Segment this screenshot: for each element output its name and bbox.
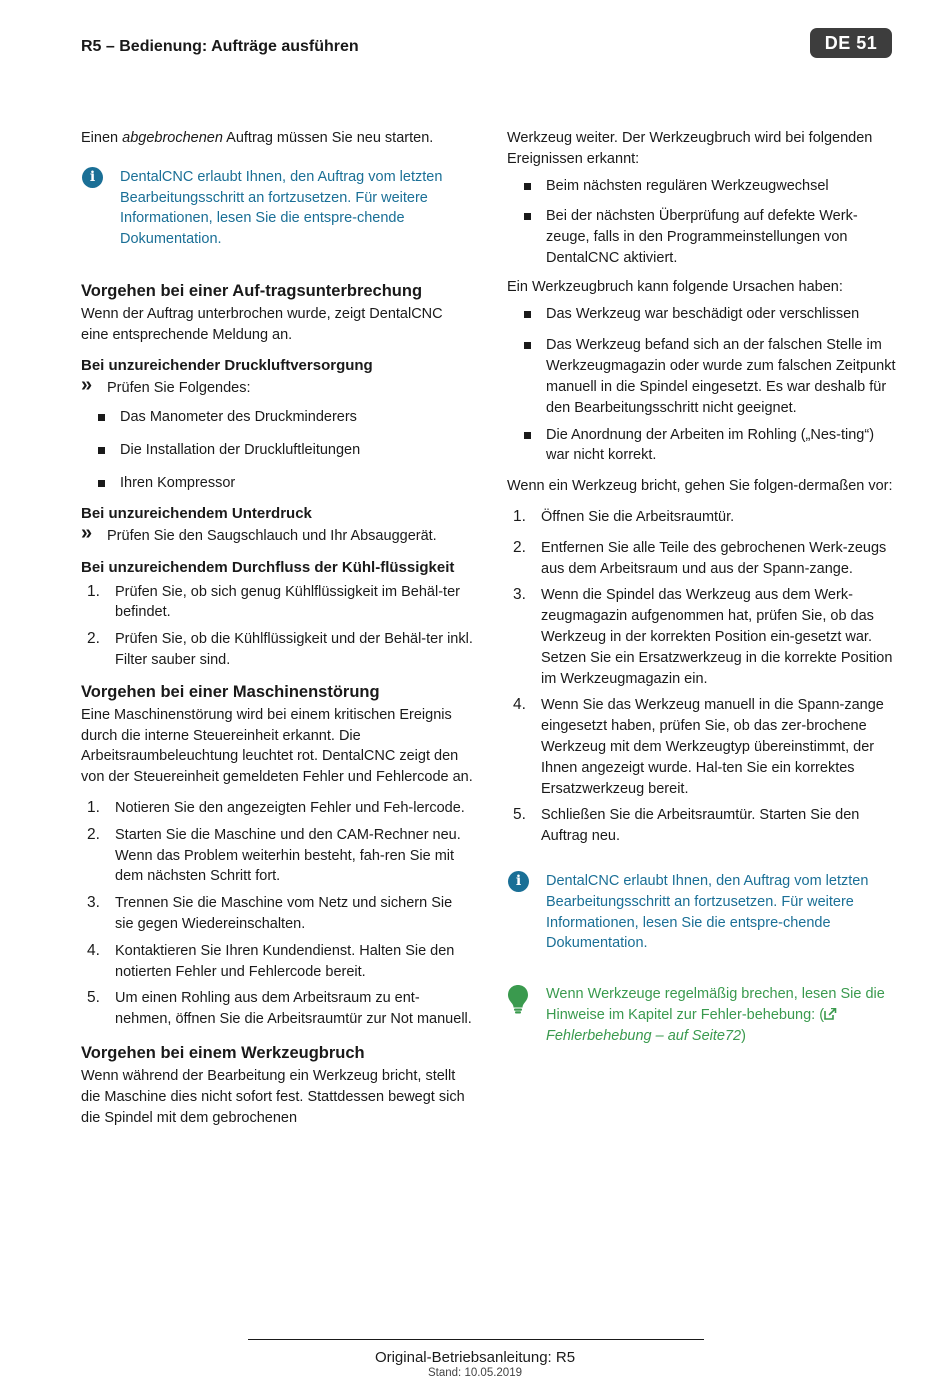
step-number: 3. [513,586,526,604]
heading-coolant: Bei unzureichendem Durchfluss der Kühl-flüssigkeit [81,558,455,576]
paragraph-tool-break: Wenn während der Bearbeitung ein Werkzeug bricht, stellt die Maschine dies nicht sofort fest. Stattdessen bewegt sich die Spindel mit dem gebrochenen [81,1067,465,1126]
list-item-text: Wenn Sie das Werkzeug manuell in die Spann-zange eingesetzt haben, prüfen Sie, ob das zer-brochene Werkzeug mit dem Werkzeugtyp übereinstimmt, der Ihnen angezeigt wurde. Hal-ten Sie ein korrektes Ersatzwerkzeug bereit. [541,697,884,797]
tip-note [507,984,899,1046]
list-item-text: Starten Sie die Maschine und den CAM-Rechner neu. Wenn das Problem weiterhin besteht, fah-ren Sie mit dem nächsten Schritt fort. [115,826,461,885]
step-number: 3. [87,894,100,912]
action-step-vacuum [81,521,473,547]
page-header-title: R5 – Bedienung: Aufträge ausführen [81,38,359,55]
square-bullet-icon [524,311,531,318]
list-item-text: Öffnen Sie die Arbeitsraumtür. [541,508,735,525]
list-item [81,473,473,494]
info-note-text: DentalCNC erlaubt Ihnen, den Auftrag vom letzten Bearbeitungsschritt an fortzusetzen. Für weitere Informationen, lesen Sie die entspre-chende Dokumentation. [546,872,869,952]
intro-text-pre: Einen [81,130,123,146]
list-item-text: Das Werkzeug war beschädigt oder verschlissen [546,305,860,322]
list-item [81,941,473,983]
action-step-text: Prüfen Sie Folgendes: [107,379,251,396]
footer-divider [248,1339,704,1340]
footer-date: Stand: 10.05.2019 [428,1367,522,1379]
list-item [81,440,473,461]
arrow-icon: » [81,521,93,544]
list-item-text: Bei der nächsten Überprüfung auf defekte Werk-zeuge, falls in den Programmeinstellungen von DentalCNC aktiviert. [546,208,858,266]
list-item-text: Die Installation der Druckluftleitungen [120,442,361,459]
list-item [81,798,473,819]
heading-vacuum: Bei unzureichendem Unterdruck [81,504,312,522]
list-item [81,893,473,935]
square-bullet-icon [524,213,531,220]
action-step-text: Prüfen Sie den Saugschlauch und Ihr Absauggerät. [107,527,437,544]
paragraph-causes: Ein Werkzeugbruch kann folgende Ursachen haben: [507,278,843,295]
step-number: 1. [87,582,100,600]
list-item-text: Ihren Kompressor [120,474,236,491]
info-note [81,167,473,250]
paragraph-procedure: Wenn ein Werkzeug bricht, gehen Sie folgen-dermaßen vor: [507,478,893,495]
list-item-text: Um einen Rohling aus dem Arbeitsraum zu ent-nehmen, öffnen Sie die Arbeitsraumtür zur Not manuell. [115,990,472,1028]
square-bullet-icon [98,414,105,421]
cause-list [507,304,899,467]
step-number: 4. [87,941,100,959]
list-item [507,304,899,325]
list-item [81,582,473,624]
air-check-list [81,407,473,493]
external-link-icon [824,1008,837,1020]
info-note [507,871,899,954]
heading-tool-break: Vorgehen bei einem Werkzeugbruch [81,1043,365,1062]
step-number: 5. [513,806,526,824]
list-item [507,176,899,197]
paragraph-interrupt: Wenn der Auftrag unterbrochen wurde, zeigt DentalCNC eine entsprechende Meldung an. [81,305,443,343]
list-item-text: Entfernen Sie alle Teile des gebrochenen Werk-zeugs aus dem Arbeitsraum und aus der Spann-zange. [541,539,887,577]
list-item [507,538,899,580]
tip-text [546,984,899,1046]
list-item-text: Die Anordnung der Arbeiten im Rohling („Nes-ting“) war nicht korrekt. [546,426,875,464]
intro-text-post: Auftrag müssen Sie neu starten. [222,130,434,146]
info-icon: i [508,871,529,892]
list-item [507,507,899,528]
list-item [507,695,899,799]
square-bullet-icon [98,480,105,487]
square-bullet-icon [98,447,105,454]
info-icon: i [82,167,103,188]
list-item-text: Kontaktieren Sie Ihren Kundendienst. Halten Sie den notierten Fehler und Fehlercode bereit. [115,942,455,980]
tip-text-close: ) [741,1027,746,1044]
fault-step-list [81,798,473,1030]
list-item-text: Notieren Sie den angezeigten Fehler und Feh-lercode. [115,799,465,816]
list-item [507,585,899,689]
list-item [81,407,473,428]
paragraph-machine-fault: Eine Maschinenstörung wird bei einem kritischen Ereignis durch die interne Steuereinheit erkannt. Die Arbeitsraumbeleuchtung leuchtet rot. DentalCNC zeigt den von der Steuereinheit gemeldeten Fehler und Fehlercode an. [81,706,473,786]
list-item [507,335,899,418]
list-item-text: Das Werkzeug befand sich an der falschen Stelle im Werkzeugmagazin oder wurde zum falschen Zeitpunkt manuell in die Spindel eingesetzt. Es war deshalb für den Bearbeitungsschritt nicht geeignet. [546,337,896,416]
step-number: 2. [87,630,100,648]
coolant-step-list [81,582,473,671]
info-note-text: DentalCNC erlaubt Ihnen, den Auftrag vom letzten Bearbeitungsschritt an fortzusetzen. Für weitere Informationen, lesen Sie die entspre-chende Dokumentation. [120,168,443,248]
action-step-air [81,373,473,399]
list-item [507,805,899,847]
intro-text-emphasis: abgebrochenen [122,130,223,146]
step-number: 4. [513,696,526,714]
step-number: 1. [513,507,526,525]
square-bullet-icon [524,432,531,439]
step-number: 1. [87,798,100,816]
procedure-step-list [507,507,899,847]
heading-machine-fault: Vorgehen bei einer Maschinenstörung [81,682,380,701]
square-bullet-icon [524,183,531,190]
list-item-text: Prüfen Sie, ob die Kühlflüssigkeit und der Behäl-ter inkl. Filter sauber sind. [115,631,473,668]
tip-reference-link[interactable]: Fehlerbehebung – auf Seite72 [546,1027,742,1044]
list-item-text: Schließen Sie die Arbeitsraumtür. Starten Sie den Auftrag neu. [541,807,860,845]
list-item-text: Prüfen Sie, ob sich genug Kühlflüssigkeit im Behäl-ter befindet. [115,583,460,621]
square-bullet-icon [524,342,531,349]
tip-text-body: Wenn Werkzeuge regelmäßig brechen, lesen Sie die Hinweise im Kapitel zur Fehler-behebung: ( [546,986,885,1023]
step-number: 5. [87,989,100,1007]
list-item [507,425,899,467]
arrow-icon: » [81,373,93,396]
list-item [81,825,473,887]
detection-list [507,176,899,269]
heading-air-supply: Bei unzureichender Druckluftversorgung [81,356,373,374]
list-item-text: Das Manometer des Druckminderers [120,409,357,426]
list-item-text: Trennen Sie die Maschine vom Netz und sichern Sie sie gegen Wiedereinschalten. [115,895,453,932]
intro-paragraph [81,128,473,149]
left-column [81,128,473,1128]
list-item-text: Wenn die Spindel das Werkzeug aus dem Werk-zeugmagazin aufgenommen hat, prüfen Sie, ob das Werkzeug in der korrekten Position ein-gesetzt war. Setzen Sie ein Ersatzwerkzeug in die korrekte Position im Werkzeugmagazin ein. [541,587,893,687]
paragraph-tool-break-continued: Werkzeug weiter. Der Werkzeugbruch wird bei folgenden Ereignissen erkannt: [507,130,873,167]
list-item [81,629,473,671]
list-item-text: Beim nächsten regulären Werkzeugwechsel [546,177,829,194]
step-number: 2. [513,538,526,556]
footer-title: Original-Betriebsanleitung: R5 [374,1349,576,1366]
heading-interrupt: Vorgehen bei einer Auf-tragsunterbrechung [81,281,423,300]
page-number-badge: DE 51 [810,28,892,58]
step-number: 2. [87,825,100,843]
list-item [81,988,473,1030]
lightbulb-icon [507,984,529,1014]
right-column [507,128,899,1046]
list-item [507,206,899,268]
